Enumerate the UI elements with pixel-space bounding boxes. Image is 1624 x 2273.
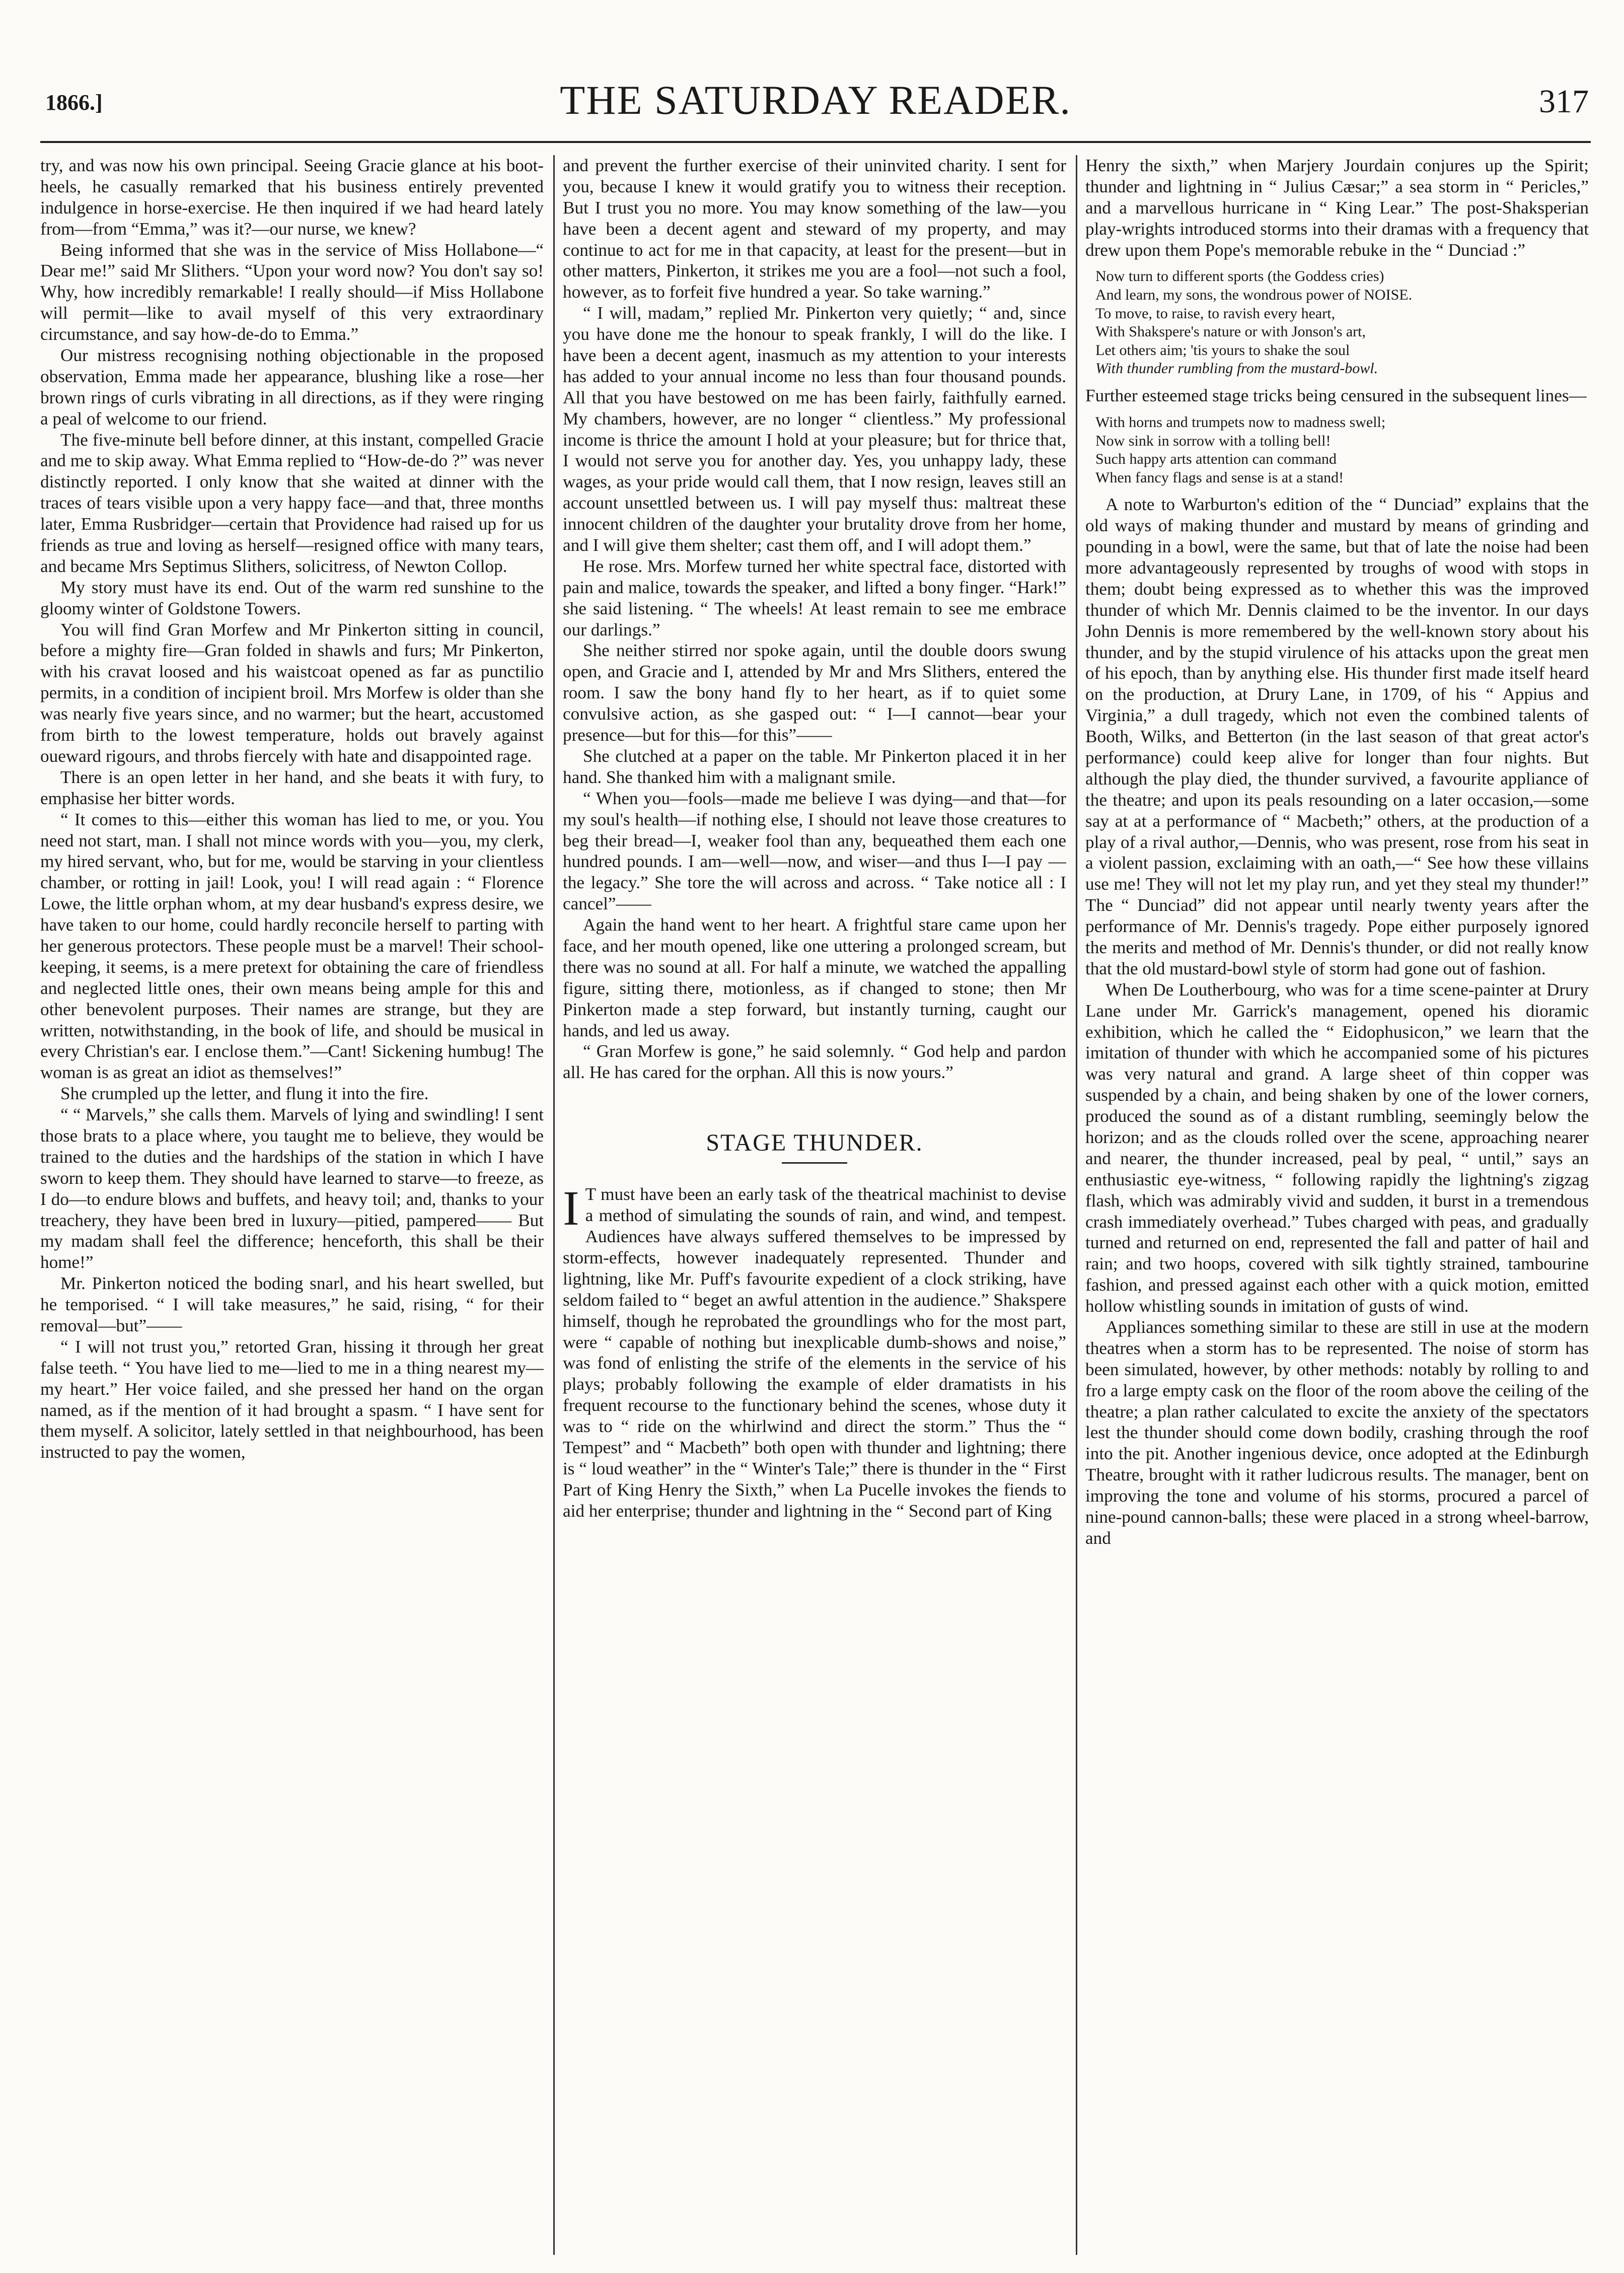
paragraph-text: T must have been an early task of the theatrical machinist to devise a method of simulating the sounds of rain, and wind, and tempest. Audiences have always suffered themselves to be impressed by storm-effects, however inadequately represented. Thunder and lightning, like Mr. Puff's favourite expedient of a clock striking, have seldom failed to “ beget an awful attention in the audience.” Shakspere himself, though he reprobated the groundlings who for the most part, were “ capable of nothing but inexplicable dumb-shows and noise,” was fond of enlisting the strife of the elements in the service of his plays; probably following the example of elder dramatists in his frequent recourse to the functionary behind the scenes, whose duty it was to “ ride on the whirlwind and direct the storm.” Thus the “ Tempest” and “ Macbeth” both open with thunder and lightning; there is “ loud weather” in the “ Winter's Tale;” there is thunder in the “ First Part of King Henry the Sixth,” when La Pucelle invokes the fiends to aid her enterprise; thunder and lightning in the “ Second part of King xyxy=(563,1184,1066,1521)
paragraph: “ I will, madam,” replied Mr. Pinkerton very quietly; “ and, since you have done me the honour to speak frankly, I will do the like. I have been a decent agent, inasmuch as my attention to your interests has added to your annual income no less than four thousand pounds. All that you have bestowed on me has been fairly, faithfully earned. My chambers, however, are no longer “ clientless.” My professional income is thrice the amount I hold at your pleasure; but for thrice that, I would not serve you for another day. Yes, you unhappy lady, these wages, as your pride would call them, that I now resign, leaves still an account unsettled between us. I will pay myself thus: maltreat these innocent children of the daughter your brutality drove from her home, and I will give them shelter; cast them off, and I will adopt them.” xyxy=(563,303,1066,555)
issue-date: 1866.] xyxy=(45,90,103,115)
paragraph: My story must have its end. Out of the warm red sunshine to the gloomy winter of Goldstone Towers. xyxy=(40,577,544,618)
verse-line: And learn, my sons, the wondrous power of NOISE. xyxy=(1095,287,1413,304)
publication-title: THE SATURDAY READER. xyxy=(560,77,1071,123)
paragraph: “ Gran Morfew is gone,” he said solemnly. “ God help and pardon all. He has cared for the orphan. All this is now yours.” xyxy=(563,1041,1066,1083)
column-3 xyxy=(1085,155,1589,2260)
verse-line: With Shakspere's nature or with Jonson's art, xyxy=(1095,323,1366,340)
paragraph: She neither stirred nor spoke again, until the double doors swung open, and Gracie and I, attended by Mr and Mrs Slithers, entered the room. I saw the bony hand fly to her heart, as if to quiet some convulsive action, as she gasped out: “ I—I cannot—bear your presence—but for this—for this”—— xyxy=(563,641,1066,745)
column-2 xyxy=(563,155,1066,2260)
verse-quote xyxy=(1095,413,1589,487)
article-title: STAGE THUNDER. xyxy=(706,1129,923,1157)
paragraph: “ It comes to this—either this woman has lied to me, or you. You need not start, man. I shall not mince words with you—you, my clerk, my hired servant, who, but for me, would be starving in your clientless chamber, or rotting in jail! Look, you! I will read again : “ Florence Lowe, the little orphan whom, at my dear husband's express desire, we have taken to our home, could hardly reconcile herself to parting with her generous protectors. These people must be a marvel! Their school-keeping, it seems, is a mere pretext for obtaining the care of friendless and neglected little ones, their own means being ample for this and other benevolent purposes. Their names are strange, but they are written, notwithstanding, in the book of life, and should be musical in every Christian's ear. I enclose them.”—Cant! Sickening humbug! The woman is as great an idiot as themselves!” xyxy=(40,809,544,1083)
paragraph: and prevent the further exercise of their uninvited charity. I sent for you, because I knew it would gratify you to witness their reception. But I trust you no more. You may know something of the law—you have been a decent agent and steward of my property, and may continue to act for me in that capacity, at least for the present—but in other matters, Pinkerton, it strikes me you are a fool—not such a fool, however, as to forfeit five hundred a year. So take warning.” xyxy=(563,156,1066,302)
paragraph: “ “ Marvels,” she calls them. Marvels of lying and swindling! I sent those brats to a place where, you taught me to believe, they would be trained to the duties and the hardships of the station in which I have sworn to keep them. They should have learned to starve—to freeze, as I do—to endure blows and buffets, and heavy toil; and, thanks to your treachery, they have been bred in luxury—pitied, pampered—— But my madam shall feel the difference; henceforth, this shall be their home!” xyxy=(40,1105,544,1272)
column-divider xyxy=(553,155,555,2255)
verse-line: Now sink in sorrow with a tolling bell! xyxy=(1095,432,1331,449)
paragraph: When De Loutherbourg, who was for a time scene-painter at Drury Lane under Mr. Garrick's management, opened his dioramic exhibition, which he called the “ Eidophusicon,” we learn that the imitation of thunder with which he accompanied some of his pictures was very natural and grand. A large sheet of thin copper was suspended by a chain, and being shaken by one of the lower corners, produced the sound as of a distant rumbling, seemingly below the horizon; and as the clouds rolled over the scene, approaching nearer and nearer, the thunder increased, peal by peal, “ until,” says an enthusiastic eye-witness, “ following rapidly the lightning's zigzag flash, which was admirably vivid and sudden, it burst in a tremendous crash immediately overhead.” Tubes charged with peas, and gradually turned and returned on end, represented the fall and patter of hail and rain; and two hoops, covered with silk tightly strained, tambourine fashion, and pressed against each other with a quick motion, emitted hollow whistling sounds in imitation of gusts of wind. xyxy=(1085,979,1589,1316)
column-divider xyxy=(1076,155,1077,2255)
verse-line: With horns and trumpets now to madness swell; xyxy=(1095,413,1386,431)
verse-line: Now turn to different sports (the Goddess cries) xyxy=(1095,268,1384,285)
paragraph: Our mistress recognising nothing objectionable in the proposed observation, Emma made her appearance, blushing like a rose—her brown rings of curls vibrating in all directions, as if they were ringing a peal of welcome to our friend. xyxy=(40,345,544,429)
paragraph: Henry the sixth,” when Marjery Jourdain conjures up the Spirit; thunder and lightning in “ Julius Cæsar;” a sea storm in “ Pericles,” and a marvellous hurricane in “ King Lear.” The post-Shaksperian play-wrights introduced storms into their dramas with a frequency that drew upon them Pope's memorable rebuke in the “ Dunciad :” xyxy=(1085,156,1589,260)
paragraph: A note to Warburton's edition of the “ Dunciad” explains that the old ways of making thunder and mustard by means of grinding and pounding in a bowl, were the same, but that of late the noise had been more advantageously represented by troughs of wood with stops in them; doubt being expressed as to whether this was the improved thunder of which Mr. Dennis claimed to be the inventor. In our days John Dennis is more remembered by the well-known story about his thunder, and by the stupid virulence of his attacks upon the great men of his epoch, than by anything else. His thunder first made itself heard on the production, at Drury Lane, in 1709, of his “ Appius and Virginia,” a dull tragedy, which not even the combined talents of Booth, Wilks, and Betterton (in the last season of that great actor's performance) could keep alive for longer than four nights. But although the play died, the thunder survived, a favourite appliance of the theatre; and upon its peals resounding on a later occasion,—some say at at a performance of “ Macbeth;” others, at the production of a play of a rival author,—Dennis, who was present, rose from his seat in a violent passion, exclaiming with an oath,—“ See how these villains use me! They will not let my play run, and yet they steal my thunder!” The “ Dunciad” did not appear until nearly twenty years after the performance of Mr. Dennis's tragedy. Pope either purposely ignored the merits and method of Mr. Dennis's thunder, or did not really know that the old mustard-bowl style of storm had gone out of fashion. xyxy=(1085,494,1589,978)
verse-line: With thunder rumbling from the mustard-bowl. xyxy=(1095,360,1378,377)
paragraph: Further esteemed stage tricks being censured in the subsequent lines— xyxy=(1085,386,1587,406)
verse-line: Let others aim; 'tis yours to shake the soul xyxy=(1095,341,1350,359)
column-1 xyxy=(40,155,544,2260)
paragraph: You will find Gran Morfew and Mr Pinkerton sitting in council, before a mighty fire—Gran folded in shawls and furs; Mr Pinkerton, with his cravat loosed and his waistcoat opened as far as punctilio permits, in a condition of incipient broil. Mrs Morfew is older than she was nearly five years since, and no warmer; but the heart, accustomed from birth to the lowest temperature, holds out bravely against oueward rigours, and throbs fiercely with hate and disappointed rage. xyxy=(40,619,544,766)
paragraph: Being informed that she was in the service of Miss Hollabone—“ Dear me!” said Mr Slithers. “Upon your word now? You don't say so! Why, how incredibly remarkable! I really should—if Miss Hollabone will permit—like to avail myself of this very extraordinary circumstance, and say how-de-do to Emma.” xyxy=(40,240,544,344)
header-rule xyxy=(40,141,1591,143)
paragraph: Again the hand went to her heart. A frightful stare came upon her face, and her mouth opened, like one uttering a prolonged scream, but there was no sound at all. For half a minute, we watched the appalling figure, sitting there, motionless, as if changed to stone; then Mr Pinkerton made a step forward, but instantly turning, caught our hands, and led us away. xyxy=(563,915,1066,1040)
paragraph: The five-minute bell before dinner, at this instant, compelled Gracie and me to skip away. What Emma replied to “How-de-do ?” was never distinctly reported. I only know that she waited at dinner with the traces of tears visible upon a very happy face—and that, three months later, Emma Rusbridger—certain that Providence had raised up for us friends as true and loving as herself—resigned office with many tears, and became Mrs Septimus Slithers, solicitress, of Newton Collop. xyxy=(40,430,544,576)
verse-line: When fancy flags and sense is at a stand! xyxy=(1095,469,1344,486)
paragraph: There is an open letter in her hand, and she beats it with fury, to emphasise her bitter words. xyxy=(40,767,544,808)
drop-cap: I xyxy=(563,1181,579,1236)
article-first-paragraph xyxy=(563,1181,1066,1521)
page-header xyxy=(40,76,1591,136)
verse-line: Such happy arts attention can command xyxy=(1095,451,1337,468)
paragraph: Mr. Pinkerton noticed the boding snarl, and his heart swelled, but he temporised. “ I will take measures,” he said, rising, “ for their removal—but”—— xyxy=(40,1273,544,1335)
paragraph: Appliances something similar to these are still in use at the modern theatres when a storm has to be represented. The noise of storm has been simulated, however, by other methods: notably by rolling to and fro a large empty cask on the floor of the room above the ceiling of the theatre; a plan rather calculated to excite the anxiety of the spectators lest the thunder should come down bodily, crashing through the roof into the pit. Another ingenious device, once adopted at the Edinburgh Theatre, brought with it rather ludicrous results. The manager, bent on improving the tone and volume of his storms, procured a parcel of nine-pound cannon-balls; these were placed in a strong wheel-barrow, and xyxy=(1085,1317,1589,1548)
verse-quote xyxy=(1095,267,1589,378)
paragraph: He rose. Mrs. Morfew turned her white spectral face, distorted with pain and malice, towards the speaker, and lifted a bony finger. “Hark!” she said listening. “ The wheels! At least remain to see me embrace our darlings.” xyxy=(563,556,1066,640)
paragraph: try, and was now his own principal. Seeing Gracie glance at his boot-heels, he casually remarked that his business entirely prevented indulgence in horse-exercise. He then inquired if we had heard lately from—from “Emma,” was it?—our nurse, we knew? xyxy=(40,156,544,239)
title-rule xyxy=(782,1162,847,1164)
paragraph: “ I will not trust you,” retorted Gran, hissing it through her great false teeth. “ You have lied to me—lied to me in a thing nearest my—my heart.” Her voice failed, and she pressed her hand on the organ named, as if the mention of it had brought a spasm. “ I have sent for them myself. A solicitor, lately settled in that neighbourhood, has been instructed to pay the women, xyxy=(40,1336,544,1462)
paragraph: She clutched at a paper on the table. Mr Pinkerton placed it in her hand. She thanked him with a malignant smile. xyxy=(563,746,1066,787)
paragraph: She crumpled up the letter, and flung it into the fire. xyxy=(60,1084,429,1104)
paragraph: “ When you—fools—made me believe I was dying—and that—for my soul's health—if nothing else, I should not leave those creatures to beg their bread—I, weaker fool than any, bequeathed them each one hundred pounds. I am—well—now, and wiser—and thus I—I pay —the legacy.” She tore the will across and across. “ Take notice all : I cancel”—— xyxy=(563,788,1066,914)
verse-line: To move, to raise, to ravish every heart, xyxy=(1095,305,1336,322)
page-number: 317 xyxy=(1539,83,1589,120)
